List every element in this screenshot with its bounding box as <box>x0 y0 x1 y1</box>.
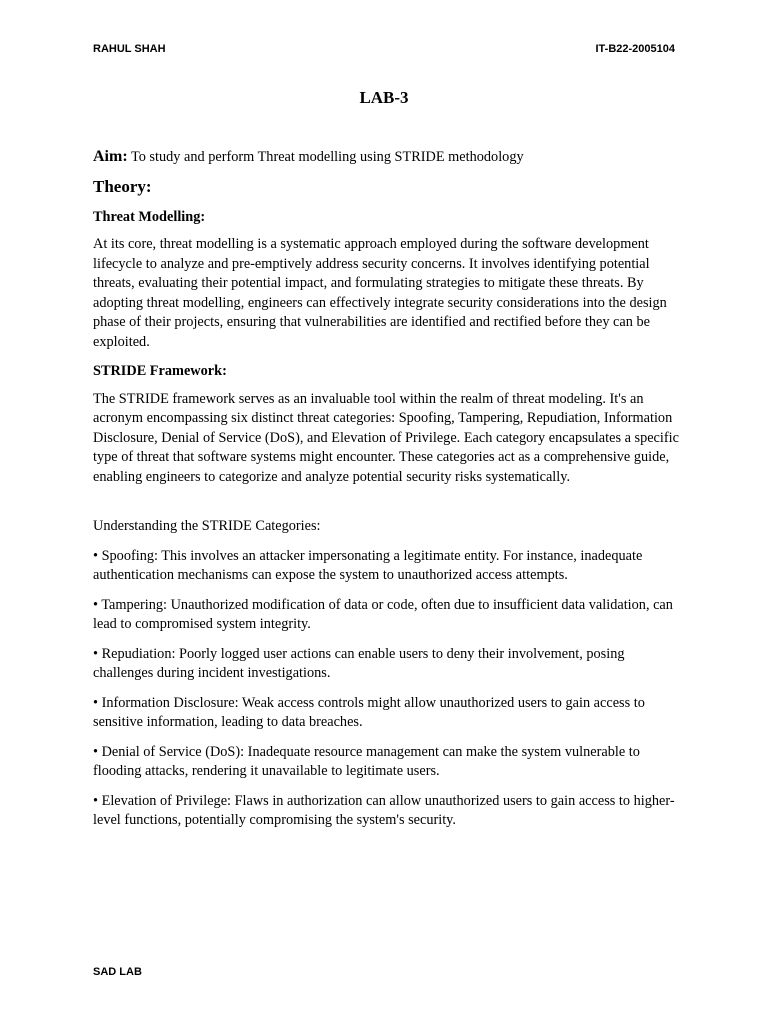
categories-intro: Understanding the STRIDE Categories: <box>93 518 321 534</box>
threat-modelling-heading: Threat Modelling: <box>93 208 206 225</box>
category-tampering: • Tampering: Unauthorized modification of data or code, often due to insufficient data validation, can lead to compromised system integrity. <box>93 596 673 632</box>
category-repudiation: • Repudiation: Poorly logged user actions can enable users to deny their involvement, posing challenges during incident investigations. <box>93 645 625 681</box>
stride-body: The STRIDE framework serves as an invaluable tool within the realm of threat modeling. It's an acronym encompassing six distinct threat categories: Spoofing, Tampering, Repudiation, Information Disclosure, Denial of Service (DoS), and Elevation of Privilege. Each category encapsulates a specific type of threat that software systems might encounter. These categories act as a comprehensive guide, enabling engineers to categorize and analyze potential security risks systematically. <box>93 390 679 485</box>
spacer <box>93 497 683 517</box>
category-information-disclosure: • Information Disclosure: Weak access controls might allow unauthorized users to gain access to sensitive information, leading to data breaches. <box>93 694 645 730</box>
category-denial-of-service: • Denial of Service (DoS): Inadequate resource management can make the system vulnerable to flooding attacks, rendering it unavailable to legitimate users. <box>93 743 640 779</box>
theory-heading: Theory: <box>93 176 152 196</box>
header-author: RAHUL SHAH <box>93 43 166 55</box>
aim-label: Aim: <box>93 148 128 165</box>
category-elevation-of-privilege: • Elevation of Privilege: Flaws in authorization can allow unauthorized users to gain access to higher-level functions, potentially compromising the system's security. <box>93 792 675 828</box>
footer-course: SAD LAB <box>93 966 142 978</box>
header-id: IT-B22-2005104 <box>595 43 675 55</box>
aim-line <box>93 147 683 168</box>
aim-text: To study and perform Threat modelling using STRIDE methodology <box>127 149 524 165</box>
main-content <box>93 147 683 841</box>
threat-modelling-body: At its core, threat modelling is a systematic approach employed during the software development lifecycle to analyze and pre-emptively address security concerns. It involves identifying potential threats, evaluating their potential impact, and formulating strategies to mitigate these threats. By adopting threat modelling, engineers can effectively integrate security considerations into the design phase of their projects, ensuring that vulnerabilities are identified and rectified before they can be exploited. <box>93 236 667 350</box>
stride-heading: STRIDE Framework: <box>93 363 227 379</box>
category-spoofing: • Spoofing: This involves an attacker impersonating a legitimate entity. For instance, inadequate authentication mechanisms can expose the system to unauthorized access attempts. <box>93 547 643 583</box>
page-title: LAB-3 <box>359 88 409 107</box>
